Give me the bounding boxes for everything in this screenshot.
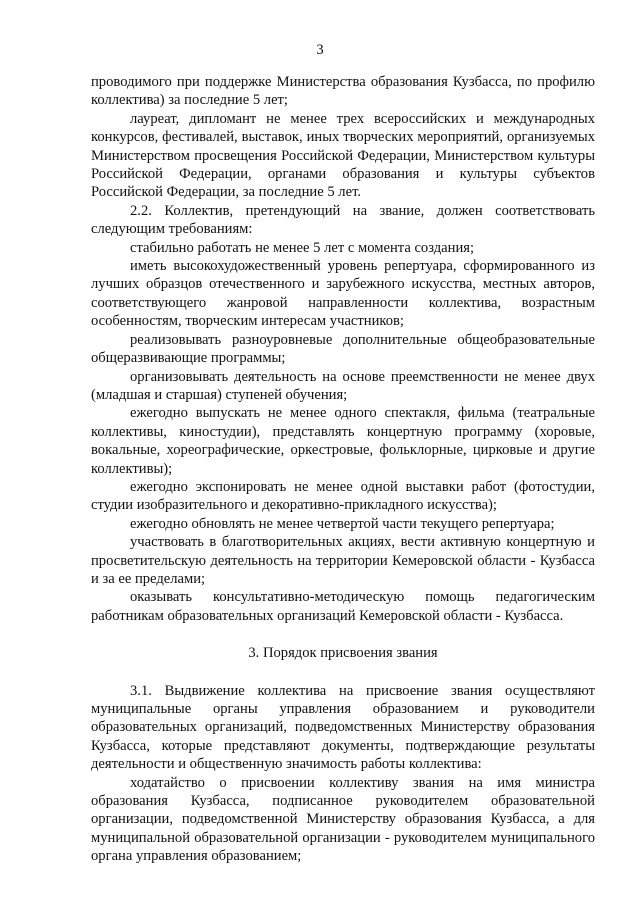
paragraph: участвовать в благотворительных акциях, вести активную концертную и просветительскую деятельность на территории Кемеровской области - Кузбасса и за ее пределами; <box>91 534 595 587</box>
paragraph: 2.2. Коллектив, претендующий на звание, должен соответствовать следующим требованиям: <box>91 202 595 238</box>
paragraphs-before-heading <box>91 73 595 625</box>
paragraph: ежегодно обновлять не менее четвертой части текущего репертуара; <box>130 515 555 532</box>
paragraph: ходатайство о присвоении коллективу звания на имя министра образования Кузбасса, подписанное руководителем образовательной организации, подведомственной Министерству образования Кузбасса, а для муниципальной образовательной организации - руководителем муниципального органа управления образованием; <box>91 774 595 865</box>
section-heading: 3. Порядок присвоения звания <box>248 645 438 662</box>
paragraph: стабильно работать не менее 5 лет с момента создания; <box>130 239 475 256</box>
paragraph: иметь высокохудожественный уровень репертуара, сформированного из лучших образцов отечественного и зарубежного искусства, местных авторов, соответствующего жанровой направленности коллектива, возрастным особенностям, творческим интересам участников; <box>91 258 595 330</box>
paragraph: проводимого при поддержке Министерства образования Кузбасса, по профилю коллектива) за последние 5 лет; <box>91 74 595 109</box>
document-body <box>91 73 595 866</box>
paragraph: ежегодно экспонировать не менее одной выставки работ (фотостудии, студии изобразительного и декоративно-прикладного искусства); <box>91 478 595 514</box>
paragraph: лауреат, дипломант не менее трех всероссийских и международных конкурсов, фестивалей, выставок, иных творческих мероприятий, организуемых Министерством просвещения Российской Федерации, Министерством культуры Российской Федерации, органами образования и культуры субъектов Российской Федерации, за последние 5 лет. <box>91 110 595 201</box>
paragraph: ежегодно выпускать не менее одного спектакля, фильма (театральные коллективы, киностудии), представлять концертную программу (хоровые, вокальные, хореографические, оркестровые, фольклорные, цирковые и другие коллективы); <box>91 405 595 477</box>
paragraph: 3.1. Выдвижение коллектива на присвоение звания осуществляют муниципальные органы управления образованием и руководители образовательных организаций, подведомственных Министерству образования Кузбасса, которые представляют документы, подтверждающие результаты деятельности и общественную значимость работы коллектива: <box>91 682 595 773</box>
paragraph: оказывать консультативно-методическую помощь педагогическим работникам образовательных организаций Кемеровской области - Кузбасса. <box>91 589 595 624</box>
paragraph: реализовывать разноуровневые дополнительные общеобразовательные общеразвивающие программы; <box>91 331 595 367</box>
paragraph: организовывать деятельность на основе преемственности не менее двух (младшая и старшая) ступеней обучения; <box>91 368 595 403</box>
page-number: 3 <box>316 42 324 58</box>
paragraphs-after-heading <box>91 682 595 866</box>
